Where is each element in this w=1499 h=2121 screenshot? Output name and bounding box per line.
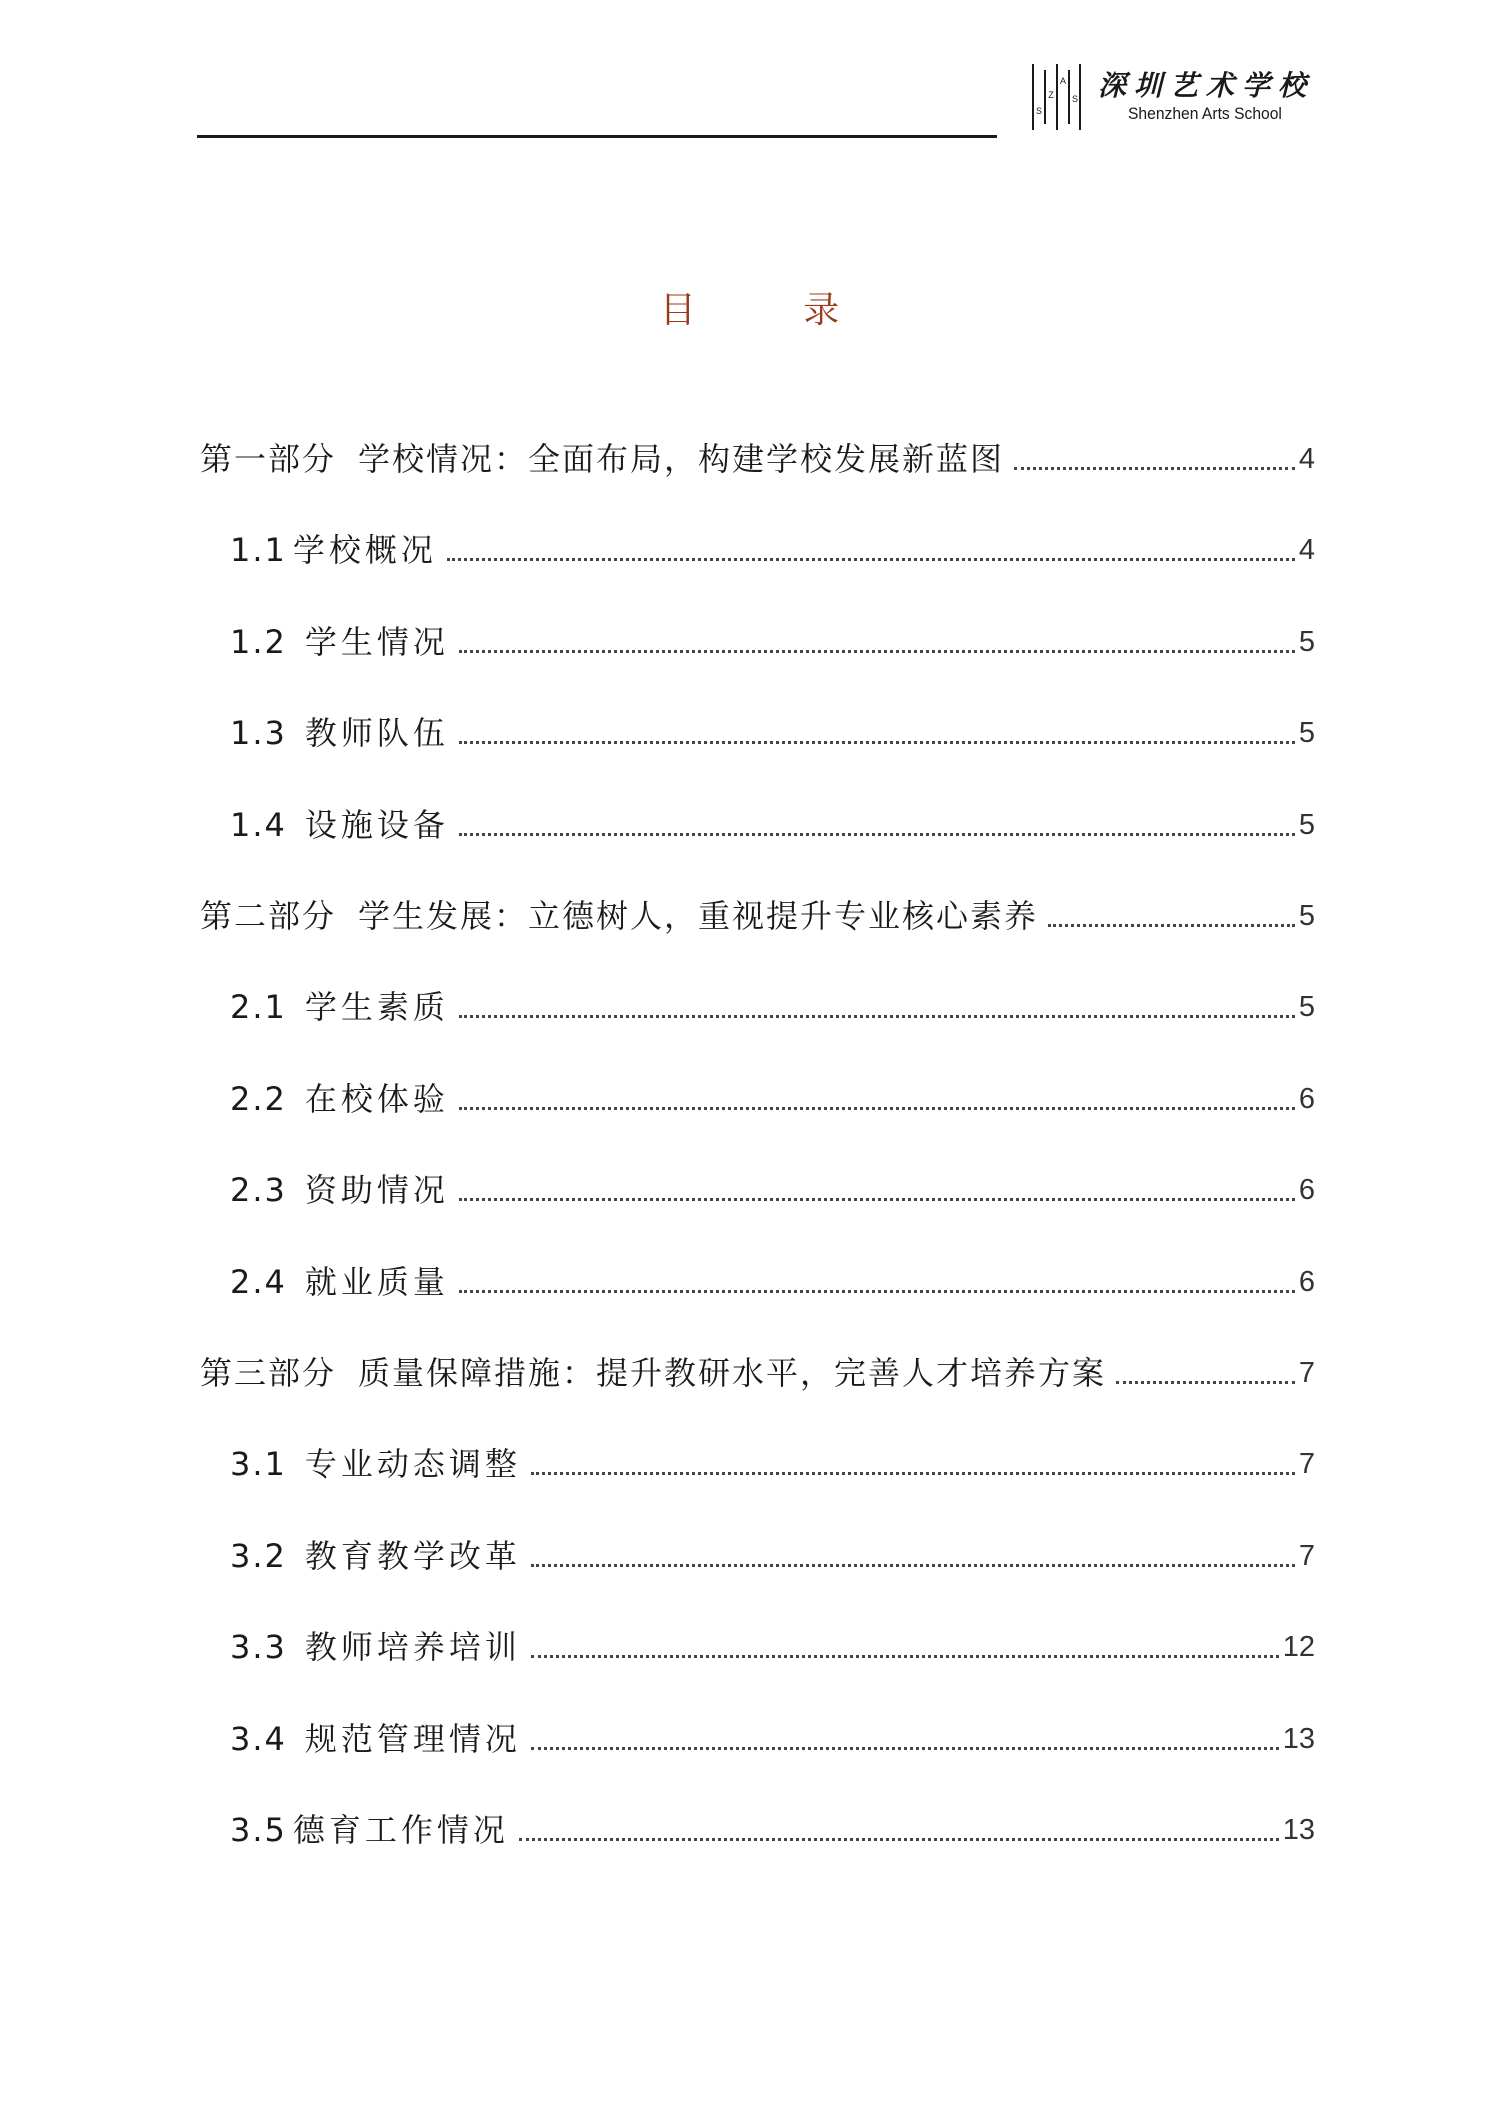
toc-section-entry[interactable] (230, 1534, 1315, 1578)
toc-entry-title: 资助情况 (304, 1171, 449, 1209)
toc-page-number: 5 (1298, 991, 1315, 1023)
toc-section-entry[interactable] (230, 985, 1315, 1029)
logo-chinese-name: 深圳艺术学校 (1098, 69, 1315, 102)
toc-section-entry[interactable] (230, 1625, 1315, 1669)
toc-dot-leader (459, 833, 1295, 836)
toc-entry-number: 第二部分 (200, 897, 337, 935)
logo-mark-icon (1030, 62, 1082, 132)
toc-entry-title: 教师队伍 (304, 714, 449, 752)
toc-section-entry[interactable] (230, 1808, 1315, 1852)
toc-entry-number: 2.2 (230, 1080, 287, 1118)
toc-entry-number: 2.1 (230, 988, 287, 1026)
toc-entry-number: 第一部分 (200, 440, 337, 478)
toc-part-entry[interactable] (200, 894, 1315, 938)
logo-mark-letter: S (1071, 94, 1079, 104)
toc-section-entry[interactable] (230, 1168, 1315, 1212)
toc-page-number: 4 (1298, 443, 1315, 475)
toc-entry-title: 在校体验 (304, 1080, 449, 1118)
toc-dot-leader (531, 1747, 1279, 1750)
header-rule (197, 135, 997, 138)
toc-page-number: 5 (1298, 900, 1315, 932)
logo-mark-letter: Z (1048, 90, 1054, 100)
toc-entry-title: 学生发展：立德树人，重视提升专业核心素养 (358, 897, 1039, 935)
toc-entry-title: 学生素质 (304, 988, 449, 1026)
toc-entry-title: 设施设备 (304, 806, 449, 844)
toc-entry-title: 就业质量 (304, 1263, 449, 1301)
toc-entry-title: 德育工作情况 (292, 1811, 509, 1849)
toc-dot-leader (459, 650, 1295, 653)
toc-entry-number: 1.2 (230, 623, 287, 661)
toc-part-entry[interactable] (200, 1351, 1315, 1395)
toc-page-number: 13 (1282, 1723, 1315, 1755)
toc-section-entry[interactable] (230, 620, 1315, 664)
toc-title: 目 录 (659, 290, 888, 331)
toc-dot-leader (459, 741, 1295, 744)
toc-entry-number: 1.1 (230, 531, 287, 569)
toc-page-number: 5 (1298, 717, 1315, 749)
toc-page-number: 13 (1282, 1814, 1315, 1846)
toc-section-entry[interactable] (230, 1260, 1315, 1304)
toc-section-entry[interactable] (230, 1442, 1315, 1486)
toc-dot-leader (531, 1655, 1279, 1658)
toc-entry-title: 教育教学改革 (304, 1537, 521, 1575)
toc-dot-leader (531, 1472, 1295, 1475)
toc-section-entry[interactable] (230, 711, 1315, 755)
toc-page-number: 5 (1298, 809, 1315, 841)
toc-entry-number: 3.4 (230, 1720, 287, 1758)
toc-page-number: 7 (1298, 1540, 1315, 1572)
toc-dot-leader (459, 1107, 1295, 1110)
toc-entry-title: 规范管理情况 (304, 1720, 521, 1758)
logo-mark-letter: A (1059, 76, 1067, 86)
toc-section-entry[interactable] (230, 528, 1315, 572)
toc-dot-leader (459, 1290, 1295, 1293)
logo-english-name: Shenzhen Arts School (1128, 104, 1282, 123)
toc-page-number: 5 (1298, 626, 1315, 658)
toc-entry-number: 3.3 (230, 1628, 287, 1666)
toc-entry-number: 2.4 (230, 1263, 287, 1301)
toc-entry-title: 学校情况：全面布局，构建学校发展新蓝图 (358, 440, 1005, 478)
toc-dot-leader (531, 1564, 1295, 1567)
toc-entry-title: 学校概况 (292, 531, 437, 569)
toc-part-entry[interactable] (200, 437, 1315, 481)
toc-entry-title: 学生情况 (304, 623, 449, 661)
toc-entry-number: 第三部分 (200, 1354, 337, 1392)
school-logo (1030, 60, 1330, 135)
toc-dot-leader (1116, 1381, 1295, 1384)
toc-entry-title: 专业动态调整 (304, 1445, 521, 1483)
toc-page-number: 7 (1298, 1448, 1315, 1480)
toc-dot-leader (447, 558, 1295, 561)
logo-mark-letter: S (1035, 106, 1043, 116)
toc-dot-leader (459, 1015, 1295, 1018)
toc-page-number: 6 (1298, 1083, 1315, 1115)
toc-dot-leader (519, 1838, 1279, 1841)
toc-section-entry[interactable] (230, 1717, 1315, 1761)
toc-entry-title: 教师培养培训 (304, 1628, 521, 1666)
toc-dot-leader (1014, 467, 1295, 470)
toc-entry-number: 3.2 (230, 1537, 287, 1575)
toc-page-number: 6 (1298, 1266, 1315, 1298)
toc-entry-number: 3.1 (230, 1445, 287, 1483)
toc-page-number: 6 (1298, 1174, 1315, 1206)
toc-entry-number: 3.5 (230, 1811, 287, 1849)
toc-page-number: 12 (1282, 1631, 1315, 1663)
toc-entry-title: 质量保障措施：提升教研水平，完善人才培养方案 (358, 1354, 1107, 1392)
toc-dot-leader (1048, 924, 1295, 927)
toc-section-entry[interactable] (230, 1077, 1315, 1121)
toc-section-entry[interactable] (230, 803, 1315, 847)
toc-entry-number: 2.3 (230, 1171, 287, 1209)
toc-entry-number: 1.3 (230, 714, 287, 752)
toc-entry-number: 1.4 (230, 806, 287, 844)
toc-page-number: 7 (1298, 1357, 1315, 1389)
toc-page-number: 4 (1298, 534, 1315, 566)
toc-dot-leader (459, 1198, 1295, 1201)
